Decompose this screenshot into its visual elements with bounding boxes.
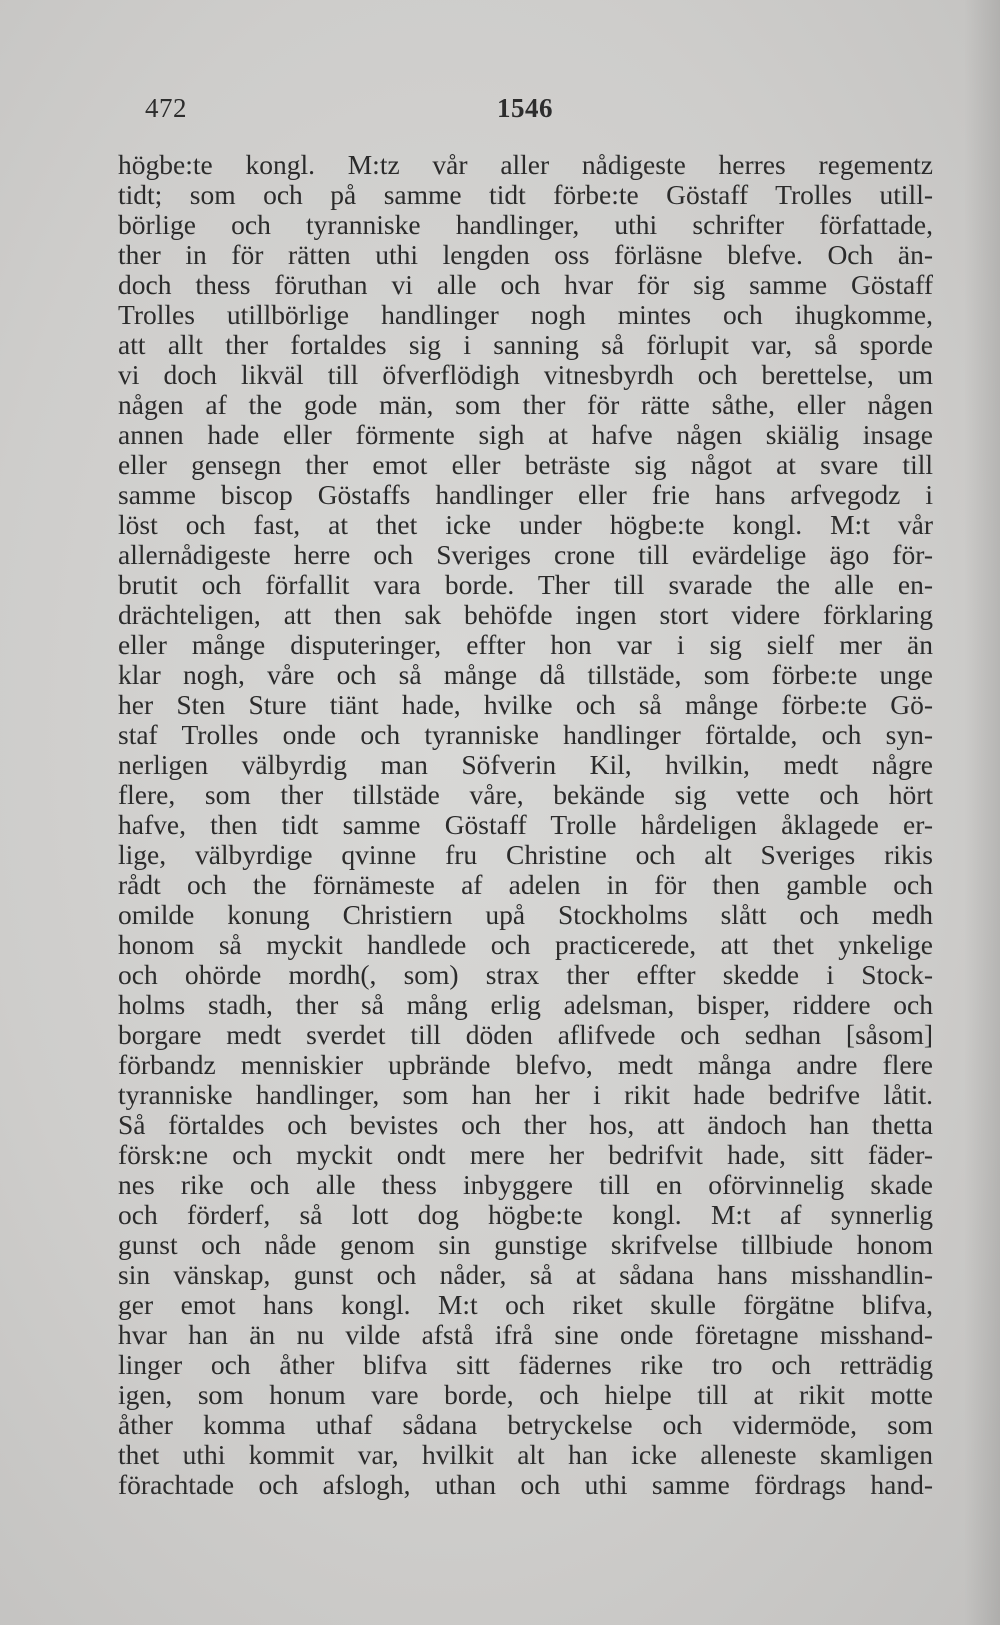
text-line: och förderf, så lott dog högbe:te kongl. M:t af synnerlig	[118, 1200, 933, 1230]
text-line: försk:ne och myckit ondt mere her bedrifvit hade, sitt fäder-	[118, 1140, 933, 1170]
text-line: her Sten Sture tiänt hade, hvilke och så månge förbe:te Gö-	[118, 690, 933, 720]
text-line: högbe:te kongl. M:tz vår aller nådigeste herres regementz	[118, 150, 933, 180]
page-number: 472	[145, 93, 187, 123]
text-line: åther komma uthaf sådana betryckelse och vidermöde, som	[118, 1410, 933, 1440]
text-line: samme biscop Göstaffs handlinger eller frie hans arfvegodz i	[118, 480, 933, 510]
text-line: brutit och förfallit vara borde. Ther till svarade the alle en-	[118, 570, 933, 600]
text-line: flere, som ther tillstäde våre, bekände sig vette och hört	[118, 780, 933, 810]
text-line: tidt; som och på samme tidt förbe:te Göstaff Trolles utill-	[118, 180, 933, 210]
text-line: hafve, then tidt samme Göstaff Trolle hårdeligen åklagede er-	[118, 810, 933, 840]
text-line: ther in för rätten uthi lengden oss förläsne blefve. Och än-	[118, 240, 933, 270]
text-line: ger emot hans kongl. M:t och riket skulle förgätne blifva,	[118, 1290, 933, 1320]
text-line: Så förtaldes och bevistes och ther hos, att ändoch han thetta	[118, 1110, 933, 1140]
text-line: linger och åther blifva sitt fädernes rike tro och retträdig	[118, 1350, 933, 1380]
text-line: nerligen välbyrdig man Söfverin Kil, hvilkin, medt någre	[118, 750, 933, 780]
text-line: omilde konung Christiern upå Stockholms slått och medh	[118, 900, 933, 930]
text-line: förbandz menniskier upbrände blefvo, medt många andre flere	[118, 1050, 933, 1080]
text-line: någen af the gode män, som ther för rätte såthe, eller någen	[118, 390, 933, 420]
text-line: klar nogh, våre och så månge då tillstäde, som förbe:te unge	[118, 660, 933, 690]
text-line: staf Trolles onde och tyranniske handlinger förtalde, och syn-	[118, 720, 933, 750]
running-head-year: 1546	[497, 93, 553, 123]
text-line: löst och fast, at thet icke under högbe:te kongl. M:t vår	[118, 510, 933, 540]
text-line: annen hade eller förmente sigh at hafve någen skiälig insage	[118, 420, 933, 450]
text-line: honom så myckit handlede och practicerede, att thet ynkelige	[118, 930, 933, 960]
text-line: borgare medt sverdet till döden aflifvede och sedhan [såsom]	[118, 1020, 933, 1050]
page-header	[145, 93, 935, 133]
text-line: rådt och the förnämeste af adelen in för then gamble och	[118, 870, 933, 900]
text-line: tyranniske handlinger, som han her i rikit hade bedrifve låtit.	[118, 1080, 933, 1110]
text-line: sin vänskap, gunst och nåder, så at sådana hans misshandlin-	[118, 1260, 933, 1290]
body-text	[118, 150, 933, 1500]
text-line: holms stadh, ther så mång erlig adelsman, bisper, riddere och	[118, 990, 933, 1020]
text-line: drächteligen, att then sak behöfde ingen stort videre förklaring	[118, 600, 933, 630]
text-line: att allt ther fortaldes sig i sanning så förlupit var, så sporde	[118, 330, 933, 360]
page-edge-shadow	[964, 0, 1000, 1625]
text-line: gunst och nåde genom sin gunstige skrifvelse tillbiude honom	[118, 1230, 933, 1260]
text-line: förachtade och afslogh, uthan och uthi samme fördrags hand-	[118, 1470, 933, 1500]
text-line: eller gensegn ther emot eller beträste sig något at svare till	[118, 450, 933, 480]
text-line: Trolles utillbörlige handlinger nogh mintes och ihugkomme,	[118, 300, 933, 330]
text-line: doch thess föruthan vi alle och hvar för sig samme Göstaff	[118, 270, 933, 300]
text-line: vi doch likväl till öfverflödigh vitnesbyrdh och berettelse, um	[118, 360, 933, 390]
text-line: igen, som honum vare borde, och hielpe till at rikit motte	[118, 1380, 933, 1410]
text-line: lige, välbyrdige qvinne fru Christine och alt Sveriges rikis	[118, 840, 933, 870]
text-line: nes rike och alle thess inbyggere till en oförvinnelig skade	[118, 1170, 933, 1200]
text-line: börlige och tyranniske handlinger, uthi schrifter författade,	[118, 210, 933, 240]
text-line: eller månge disputeringer, effter hon var i sig sielf mer än	[118, 630, 933, 660]
text-line: allernådigeste herre och Sveriges crone till evärdelige ägo för-	[118, 540, 933, 570]
text-line: hvar han än nu vilde afstå ifrå sine onde företagne misshand-	[118, 1320, 933, 1350]
text-line: thet uthi kommit var, hvilkit alt han icke alleneste skamligen	[118, 1440, 933, 1470]
text-line: och ohörde mordh(, som) strax ther effter skedde i Stock-	[118, 960, 933, 990]
